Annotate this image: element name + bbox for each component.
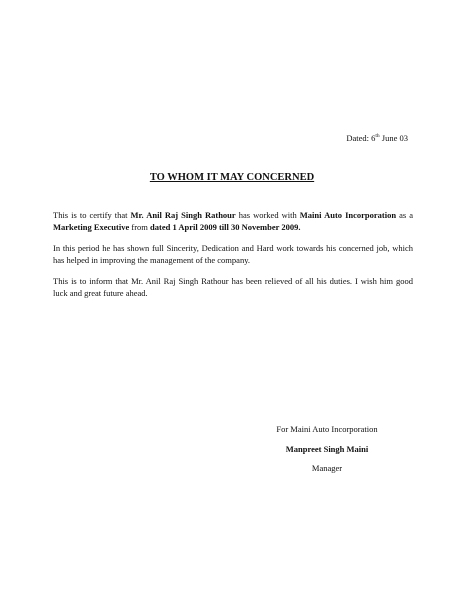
- job-role: Marketing Executive: [53, 221, 130, 232]
- signatory-name: Manpreet Singh Maini: [285, 443, 369, 454]
- letter-date: [346, 133, 408, 143]
- date-prefix: Dated: 6: [346, 133, 376, 143]
- signature-for-line: For Maini Auto Incorporation: [276, 424, 378, 434]
- text-segment: as a: [396, 210, 414, 220]
- letter-body: [53, 210, 413, 309]
- text-segment: This is to certify that: [53, 210, 131, 220]
- employee-name: Mr. Anil Raj Singh Rathour: [130, 210, 236, 220]
- date-ordinal-suffix: th: [375, 133, 380, 140]
- employment-period: dated 1 April 2009 till 30 November 2009.: [150, 221, 301, 232]
- text-segment: has worked with: [235, 210, 300, 220]
- letter-heading: TO WHOM IT MAY CONCERNED: [149, 172, 315, 183]
- paragraph-relieving: This is to inform that Mr. Anil Raj Singh Rathour has been relieved of all his duties. I wish him good luck and great future ahead.: [53, 276, 413, 298]
- signature-block: [262, 424, 392, 483]
- text-segment: from: [129, 221, 151, 232]
- date-suffix: June 03: [379, 133, 408, 143]
- signatory-title: Manager: [311, 463, 343, 473]
- paragraph-certification: [53, 210, 413, 233]
- company-name: Maini Auto Incorporation: [299, 210, 397, 220]
- paragraph-performance: In this period he has shown full Sincerity, Dedication and Hard work towards his concerned job, which has helped in improving the management of the company.: [53, 243, 413, 265]
